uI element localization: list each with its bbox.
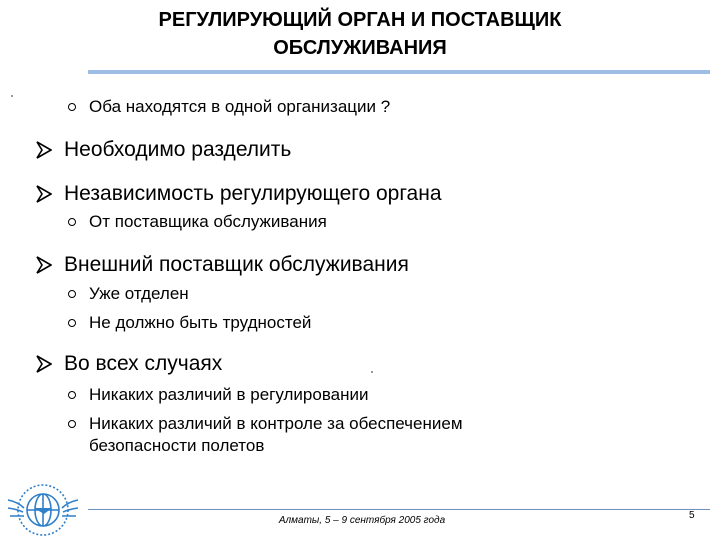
arrow-bullet-icon xyxy=(36,256,52,274)
title-rule xyxy=(88,70,710,74)
page-title xyxy=(90,6,630,62)
emblem-logo xyxy=(4,478,82,540)
main-item xyxy=(36,182,442,206)
main-item xyxy=(36,352,222,376)
sub-item-text: От поставщика обслуживания xyxy=(89,212,327,231)
round-bullet-icon xyxy=(68,218,76,226)
sub-item-text-line-1: Никаких различий в контроле за обеспечением xyxy=(89,414,463,433)
title-line-1: РЕГУЛИРУЮЩИЙ ОРГАН И ПОСТАВЩИК xyxy=(158,9,562,31)
round-bullet-icon xyxy=(68,391,76,399)
main-item-text: Во всех случаях xyxy=(64,352,223,375)
title-line-2: ОБСЛУЖИВАНИЯ xyxy=(273,37,447,59)
sub-item xyxy=(68,283,189,305)
page-number: 5 xyxy=(689,510,695,521)
speck xyxy=(371,371,373,373)
sub-item-text-line-2: безопасности полетов xyxy=(89,436,265,455)
footer-rule xyxy=(88,509,710,510)
main-item xyxy=(36,253,409,277)
sub-item-text xyxy=(89,413,463,457)
speck xyxy=(11,95,13,97)
sub-item-text: Уже отделен xyxy=(89,284,189,303)
round-bullet-icon xyxy=(68,103,76,111)
sub-item-text: Никаких различий в регулировании xyxy=(89,385,369,404)
sub-item xyxy=(68,413,463,457)
sub-item xyxy=(68,211,327,233)
round-bullet-icon xyxy=(68,319,76,327)
main-item-text: Необходимо разделить xyxy=(64,138,292,161)
main-item xyxy=(36,138,291,162)
main-item-text: Внешний поставщик обслуживания xyxy=(64,253,409,276)
main-item-text: Независимость регулирующего органа xyxy=(64,182,442,205)
sub-item xyxy=(68,96,390,118)
arrow-bullet-icon xyxy=(36,185,52,203)
round-bullet-icon xyxy=(68,290,76,298)
sub-item-text: Оба находятся в одной организации ? xyxy=(89,97,391,116)
sub-item xyxy=(68,384,369,406)
footer-text: Алматы, 5 – 9 сентября 2005 года xyxy=(278,515,446,526)
arrow-bullet-icon xyxy=(36,141,52,159)
sub-item xyxy=(68,312,311,334)
arrow-bullet-icon xyxy=(36,355,52,373)
sub-item-text: Не должно быть трудностей xyxy=(89,313,312,332)
round-bullet-icon xyxy=(68,420,76,428)
